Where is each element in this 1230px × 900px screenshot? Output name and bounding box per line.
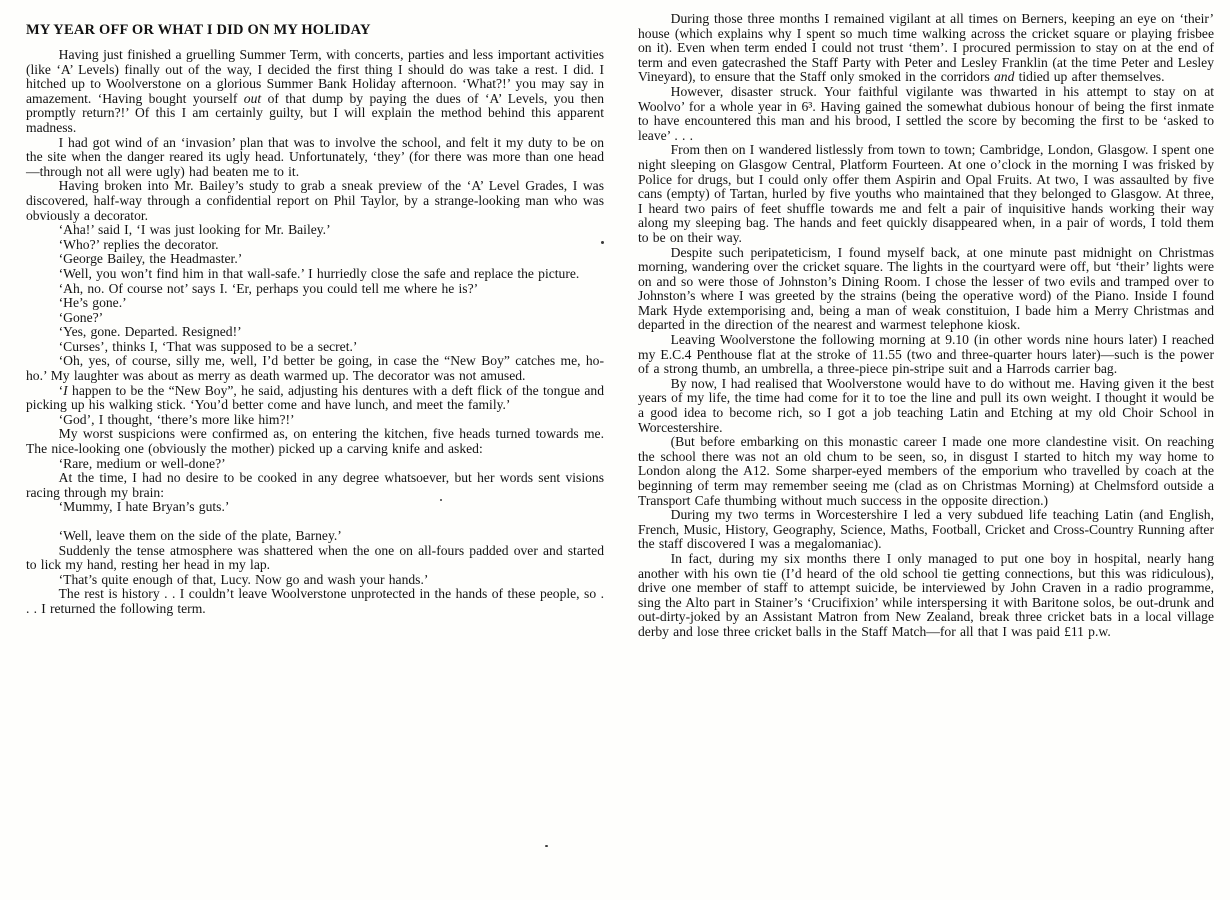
paragraph: Having just finished a gruelling Summer Term, with concerts, parties and less important activities (like ‘A’ Levels) finally out of the way, I decided the first thing I should do was take a rest. I did. I hitched up to Woolverstone on a glorious Summer Bank Holiday afternoon. ‘What?!’ you may say in amazement. ‘Having bought yourself out of that dump by paying the dues of ‘A’ Levels, you then promptly return?!’ Of this I am certainly guilty, but I will explain the method behind this apparent madness. [26,47,605,135]
paragraph: ‘God’, I thought, ‘there’s more like him?!’ [58,411,295,427]
left-column-text [26,48,604,617]
paragraph: ‘Who?’ replies the decorator. [58,236,219,252]
scan-speck [601,241,604,244]
paragraph: Having broken into Mr. Bailey’s study to grab a sneak preview of the ‘A’ Level Grades, I was discovered, half-way through a confidential report on Phil Taylor, by a strange-looking man who was obviously a decorator. [26,178,604,223]
paragraph: ‘Well, you won’t find him in that wall-safe.’ I hurriedly close the safe and replace the picture. [58,265,580,281]
paragraph: Suddenly the tense atmosphere was shattered when the one on all-fours padded over and started to lick my hand, resting her head in my lap. [26,542,604,573]
paragraph: ‘He’s gone.’ [58,295,127,311]
paragraph: ‘Ah, no. Of course not’ says I. ‘Er, perhaps you could tell me where he is?’ [58,280,479,296]
paragraph: By now, I had realised that Woolverstone would have to do without me. Having given it the best years of my life, the time had come for it to toe the line and pull its own weight. I thought it would be a good idea to become rich, so I got a job teaching Latin and Etching at my old Choir School in Worcestershire. [638,375,1214,435]
paragraph: (But before embarking on this monastic career I made one more clandestine visit. On reaching the school there was not an old chum to be seen, so, in disgust I started to hitch my way home to London along the A12. Some sharper-eyed members of the emporium who travelled by coach at the beginning of term may remember seeing me (clad as on Christmas Morning) at Chelmsford outside a Transport Cafe thumbing without much success in the opposite direction.) [638,434,1214,508]
paragraph: ‘Oh, yes, of course, silly me, well, I’d better be going, in case the “New Boy” catches me, ho-ho.’ My laughter was about as merry as death warmed up. The decorator was not amused. [26,353,604,384]
paragraph: ‘That’s quite enough of that, Lucy. Now go and wash your hands.’ [58,571,429,587]
paragraph: Leaving Woolverstone the following morning at 9.10 (in other words nine hours later) I reached my E.C.4 Penthouse flat at the stroke of 11.55 (two and three-quarter hours later)—such is the power of a strong thumb, an umbrella, a three-piece pin-stripe suit and a Harrods carrier bag. [638,332,1214,377]
paragraph: During my two terms in Worcestershire I led a very subdued life teaching Latin (and English, French, Music, History, Geography, Science, Maths, Football, Cricket and Cross-Country Running after the staff discovered I was a megalomaniac). [638,507,1214,552]
paragraph: From then on I wandered listlessly from town to town; Cambridge, London, Glasgow. I spent one night sleeping on Glasgow Central, Platform Fourteen. At one o’clock in the morning I was frisked by Police for drugs, but I could only offer them Aspirin and Opal Fruits. At two, I was assaulted by five cans (empty) of Tartan, hurled by five youths who maintained that they belonged to Glasgow. At three, I heard two pairs of feet shuffle towards me and felt a pair of inquisitive hands working their way along my sleeping bag. The hands and feet quickly disappeared when, in a pair of words, I told them to be on their way. [638,142,1214,245]
paragraph: At the time, I had no desire to be cooked in any degree whatsoever, but her words sent visions racing through my brain: [26,470,604,500]
paragraph: However, disaster struck. Your faithful vigilante was thwarted in his attempt to stay on at Woolvo’ for a whole year in 6³. Having gained the somewhat dubious honour of being the first inmate to have encountered this man and his brood, I settled the score by becoming the first to be ‘asked to leave’ . . . [638,83,1214,143]
right-column-text [638,12,1214,640]
paragraph: In fact, during my six months there I only managed to put one boy in hospital, nearly hang another with his own tie (I’d heard of the old school tie getting connections, but this was ridiculous), drive one member of staff to attempt suicide, be interviewed by John Craven in a radio programme, sing the Alto part in Stainer’s ‘Crucifixion’ while interspersing it with Baritone solos, be out-drunk and out-dirty-joked by an Assistant Matron from New Zealand, break three cricket bats in a local village derby and lose three cricket balls in the Staff Match—for all that I was paid £11 p.w. [638,550,1214,639]
paragraph: ‘Gone?’ [58,309,104,325]
paragraph: Despite such peripateticism, I found myself back, at one minute past midnight on Christmas morning, wandering over the cricket square. The lights in the courtyard were off, but ‘their’ lights were on and so were those of Johnston’s Dining Room. I chose the lesser of two evils and tramped over to Johnston’s where I was greeted by the strains (being the operative word) of the Piano. Inside I found Mark Hyde extemporising and, being a man of weak constituion, I bade him a Merry Christmas and departed in the direction of the nearest and warmest telephone kiosk. [638,244,1214,333]
right-column [638,10,1214,900]
paragraph: The rest is history . . I couldn’t leave Woolverstone unprotected in the hands of these people, so . . . I returned the following term. [26,586,604,616]
paragraph: ‘Rare, medium or well-done?’ [58,455,226,471]
paragraph: During those three months I remained vigilant at all times on Berners, keeping an eye on ‘their’ house (which explains why I spent so much time walking across the cricket square or playing frisbee on it). Even when term ended I could not trust ‘them’. I procured permission to stay on at the end of term and even gatecrashed the Staff Party with Peter and Lesley Franklin (at the time Peter and Lesley Vineyard), to ensure that the Staff only smoked in the corridors and tidied up after themselves. [638,11,1214,85]
paragraph: ‘Well, leave them on the side of the plate, Barney.’ [58,528,342,543]
left-column [26,10,604,900]
paragraph: ‘Mummy, I hate Bryan’s guts.’ [58,499,230,515]
paragraph: My worst suspicions were confirmed as, on entering the kitchen, five heads turned towards me. The nice-looking one (obviously the mother) picked up a carving knife and asked: [26,426,604,457]
scan-speck [440,499,442,501]
paragraph: ‘Aha!’ said I, ‘I was just looking for Mr. Bailey.’ [58,222,331,238]
paragraph: I had got wind of an ‘invasion’ plan that was to involve the school, and felt it my duty to be on the site when the danger reared its ugly head. Unfortunately, ‘they’ (for there was more than one head—through not all were ugly) had beaten me to it. [26,134,604,179]
paragraph: ‘I happen to be the “New Boy”, he said, adjusting his dentures with a deft flick of the tongue and picking up his walking stick. ‘You’d better come and have lunch, and meet the family.’ [26,382,604,413]
scan-speck [545,845,548,847]
paragraph: ‘Curses’, thinks I, ‘That was supposed to be a secret.’ [58,338,358,354]
article-title: MY YEAR OFF OR WHAT I DID ON MY HOLIDAY [26,22,371,38]
paragraph: ‘George Bailey, the Headmaster.’ [58,251,243,267]
paragraph: ‘Yes, gone. Departed. Resigned!’ [58,324,242,340]
